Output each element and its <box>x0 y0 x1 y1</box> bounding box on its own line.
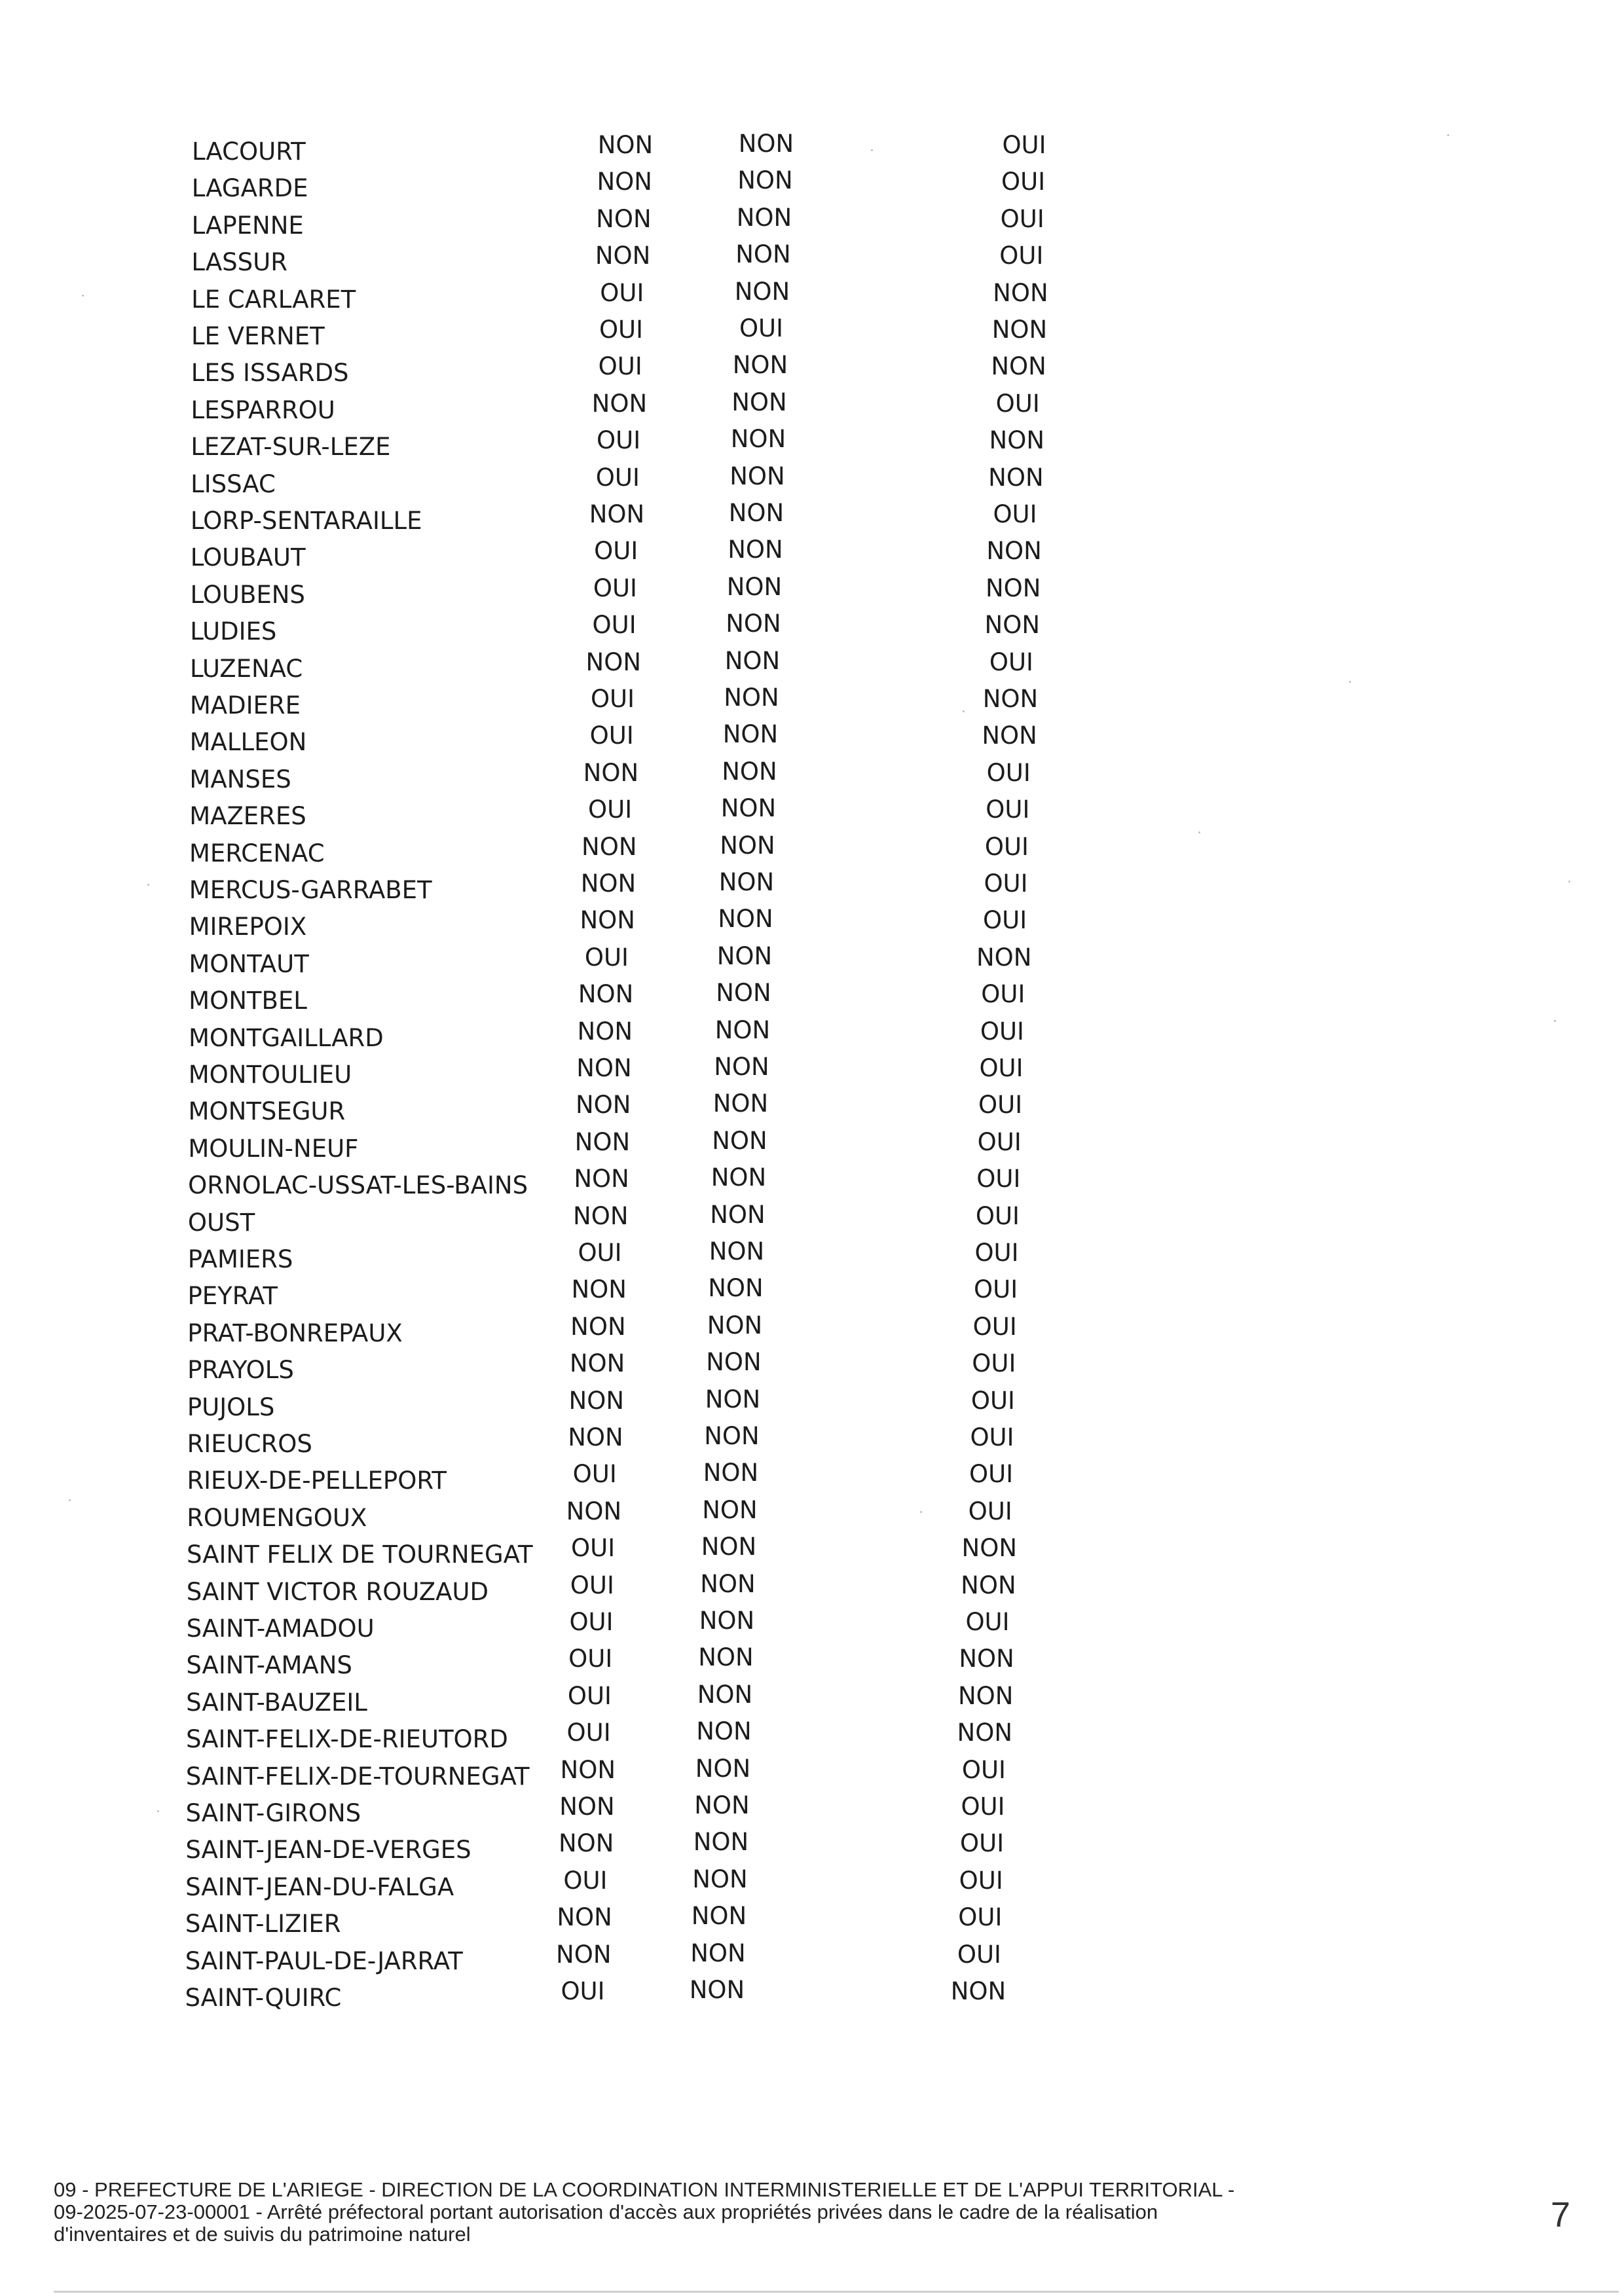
commune-name: SAINT-FELIX-DE-RIEUTORD <box>185 1725 508 1754</box>
commune-name: MONTAUT <box>189 949 309 978</box>
commune-name: MONTOULIEU <box>188 1061 352 1089</box>
value-column-2: NON <box>730 425 786 454</box>
value-column-1: NON <box>573 1201 629 1230</box>
value-column-3: OUI <box>983 906 1027 935</box>
commune-name: PAMIERS <box>187 1245 293 1273</box>
value-column-3: OUI <box>984 869 1028 898</box>
value-column-1: OUI <box>561 1977 605 2005</box>
value-column-2: NON <box>738 130 794 158</box>
value-column-1: NON <box>578 980 634 1009</box>
commune-name: MONTBEL <box>189 987 307 1015</box>
commune-name: LE VERNET <box>191 322 325 350</box>
value-column-1: OUI <box>600 278 644 307</box>
value-column-3: NON <box>985 574 1041 602</box>
commune-name: MIREPOIX <box>189 913 307 941</box>
value-column-3: OUI <box>976 1165 1021 1194</box>
value-column-2: NON <box>728 499 784 527</box>
commune-name: PEYRAT <box>187 1282 278 1311</box>
value-column-3: OUI <box>974 1275 1018 1304</box>
value-column-1: NON <box>576 1054 632 1082</box>
commune-name: LEZAT-SUR-LEZE <box>191 433 391 462</box>
commune-name: PUJOLS <box>187 1393 275 1421</box>
value-column-3: NON <box>991 352 1046 381</box>
value-column-1: NON <box>596 204 652 233</box>
value-column-2: NON <box>692 1865 748 1893</box>
value-column-3: OUI <box>970 1423 1014 1451</box>
value-column-2: NON <box>731 388 787 416</box>
scan-speck <box>147 884 149 886</box>
value-column-1: NON <box>589 500 645 528</box>
value-column-2: NON <box>689 1976 745 2004</box>
value-column-2: NON <box>722 720 779 749</box>
value-column-2: NON <box>718 905 773 934</box>
value-column-3: OUI <box>995 389 1040 418</box>
value-column-3: NON <box>982 685 1039 713</box>
table-row <box>0 980 1624 1017</box>
value-column-3: NON <box>993 278 1048 307</box>
value-column-1: NON <box>559 1793 615 1821</box>
commune-name: SAINT-FELIX-DE-TOURNEGAT <box>185 1762 530 1791</box>
value-column-3: OUI <box>978 1091 1023 1120</box>
value-column-2: NON <box>694 1791 750 1819</box>
value-column-1: OUI <box>567 1681 612 1710</box>
commune-name: OUST <box>187 1208 255 1237</box>
value-column-3: OUI <box>961 1793 1005 1821</box>
value-column-3: OUI <box>974 1239 1019 1267</box>
commune-name: MONTGAILLARD <box>188 1023 384 1052</box>
commune-name: LAPENNE <box>191 211 304 240</box>
value-column-2: NON <box>710 1163 767 1192</box>
value-column-2: NON <box>706 1348 762 1377</box>
commune-name: SAINT-PAUL-DE-JARRAT <box>185 1946 463 1975</box>
commune-name: RIEUCROS <box>187 1430 312 1458</box>
value-column-2: NON <box>718 868 775 896</box>
value-column-3: OUI <box>975 1201 1020 1230</box>
commune-name: SAINT-QUIRC <box>185 1984 342 2012</box>
value-column-2: NON <box>700 1569 756 1598</box>
value-column-1: OUI <box>595 463 640 492</box>
value-column-3: OUI <box>958 1903 1003 1932</box>
value-column-1: OUI <box>572 1460 617 1489</box>
value-column-1: NON <box>591 389 648 418</box>
value-column-1: NON <box>597 131 654 159</box>
value-column-3: OUI <box>972 1312 1017 1341</box>
commune-name: MONTSEGUR <box>188 1097 346 1126</box>
commune-name: ROUMENGOUX <box>187 1503 367 1532</box>
value-column-1: NON <box>580 869 637 898</box>
table-row <box>0 1017 1624 1054</box>
value-column-1: NON <box>597 168 652 196</box>
value-column-1: NON <box>595 242 651 270</box>
commune-name: LASSUR <box>191 248 287 277</box>
table-row <box>0 1829 1624 1866</box>
value-column-1: OUI <box>588 795 633 824</box>
value-column-3: OUI <box>970 1386 1015 1415</box>
commune-name: LUZENAC <box>190 654 303 683</box>
table-row <box>0 943 1624 980</box>
value-column-1: NON <box>574 1127 631 1156</box>
commune-name: MERCENAC <box>189 839 325 867</box>
value-column-3: OUI <box>961 1755 1006 1784</box>
value-column-3: NON <box>988 463 1044 492</box>
table-row <box>0 1941 1624 1977</box>
table-row <box>0 906 1624 943</box>
value-column-1: NON <box>557 1903 612 1932</box>
value-column-1: NON <box>580 906 635 935</box>
value-column-3: OUI <box>993 500 1037 528</box>
commune-name: RIEUX-DE-PELLEPORT <box>187 1467 447 1495</box>
scan-speck <box>69 1499 71 1501</box>
value-column-2: NON <box>709 1237 765 1266</box>
table-row <box>0 1682 1624 1719</box>
value-column-3: NON <box>982 721 1037 750</box>
value-column-2: NON <box>736 203 792 232</box>
value-column-2: NON <box>693 1828 749 1857</box>
scan-speck <box>920 1511 922 1513</box>
table-row <box>0 1645 1624 1681</box>
value-column-2: NON <box>712 1089 769 1118</box>
value-column-1: OUI <box>568 1645 613 1673</box>
commune-name: LISSAC <box>191 469 276 498</box>
value-column-3: NON <box>976 943 1032 972</box>
value-column-2: NON <box>708 1274 764 1303</box>
commune-name: SAINT-AMANS <box>186 1651 352 1680</box>
table-row <box>0 1460 1624 1497</box>
value-column-2: NON <box>698 1643 754 1672</box>
value-column-3: OUI <box>986 795 1030 824</box>
commune-name: LACOURT <box>192 137 306 166</box>
bottom-rule <box>54 2291 1619 2293</box>
document-footer <box>54 2178 1403 2246</box>
value-column-2: NON <box>691 1902 747 1931</box>
value-column-2: NON <box>714 1053 769 1081</box>
value-column-2: NON <box>737 166 793 195</box>
value-column-2: NON <box>724 646 781 675</box>
value-column-3: OUI <box>980 1017 1024 1046</box>
value-column-1: OUI <box>569 1608 614 1636</box>
commune-name: SAINT-AMADOU <box>186 1614 375 1643</box>
scan-speck <box>871 149 873 151</box>
value-column-1: OUI <box>571 1534 616 1563</box>
value-column-3: NON <box>957 1681 1014 1710</box>
value-column-2: NON <box>707 1311 763 1339</box>
commune-name: SAINT-LIZIER <box>185 1910 341 1939</box>
table-row <box>0 1903 1624 1940</box>
commune-name: LORP-SENTARAILLE <box>190 507 422 535</box>
value-column-1: OUI <box>598 352 642 381</box>
value-column-3: NON <box>986 537 1042 566</box>
value-column-2: NON <box>720 794 777 823</box>
value-column-2: NON <box>696 1717 752 1746</box>
table-row <box>0 833 1624 869</box>
value-column-2: NON <box>699 1607 755 1635</box>
table-row <box>0 1091 1624 1127</box>
value-column-1: NON <box>558 1829 614 1858</box>
commune-name: MANSES <box>189 765 291 793</box>
value-column-2: NON <box>729 462 785 490</box>
value-column-1: OUI <box>570 1571 614 1599</box>
value-column-1: OUI <box>590 685 635 713</box>
scan-speck <box>82 295 84 297</box>
value-column-1: NON <box>581 832 637 861</box>
value-column-3: OUI <box>1001 168 1046 196</box>
table-row <box>0 1387 1624 1423</box>
commune-name: SAINT FELIX DE TOURNEGAT <box>187 1540 533 1569</box>
footer-line-2: 09-2025-07-23-00001 - Arrêté préfectoral portant autorisation d'accès aux propriétés privées dans le cadre de la réalisation <box>54 2200 1158 2223</box>
value-column-1: OUI <box>563 1866 608 1895</box>
value-column-3: OUI <box>1002 131 1046 159</box>
value-column-2: NON <box>726 610 781 638</box>
value-column-1: OUI <box>578 1239 622 1267</box>
value-column-1: NON <box>560 1755 616 1784</box>
table-row <box>0 1202 1624 1239</box>
commune-name: LES ISSARDS <box>191 359 349 388</box>
table-row <box>0 1793 1624 1829</box>
value-column-3: NON <box>957 1719 1013 1747</box>
value-column-2: NON <box>710 1200 766 1229</box>
value-column-1: NON <box>568 1386 625 1415</box>
value-column-2: NON <box>704 1422 760 1450</box>
footer-line-3: d'inventaires et de suivis du patrimoine naturel <box>54 2223 471 2246</box>
value-column-2: NON <box>728 536 783 564</box>
commune-name: SAINT VICTOR ROUZAUD <box>186 1577 489 1606</box>
value-column-1: OUI <box>599 316 644 344</box>
value-column-3: NON <box>961 1571 1016 1599</box>
value-column-3: OUI <box>968 1497 1012 1525</box>
table-row <box>0 1313 1624 1349</box>
value-column-1: OUI <box>593 574 637 602</box>
value-column-2: NON <box>720 831 775 860</box>
value-column-3: OUI <box>969 1460 1014 1489</box>
value-column-1: NON <box>566 1497 622 1525</box>
value-column-3: OUI <box>981 980 1025 1009</box>
value-column-2: NON <box>735 240 791 269</box>
commune-name: ORNOLAC-USSAT-LES-BAINS <box>188 1171 528 1200</box>
value-column-1: OUI <box>597 426 641 455</box>
value-column-3: OUI <box>1000 204 1044 233</box>
scan-speck <box>157 1810 159 1812</box>
value-column-3: NON <box>950 1977 1006 2005</box>
value-column-3: NON <box>989 426 1045 455</box>
commune-name: LAGARDE <box>191 174 308 203</box>
commune-name: LUDIES <box>190 617 277 646</box>
value-column-3: OUI <box>957 1940 1001 1969</box>
table-row <box>0 1756 1624 1793</box>
value-column-2: NON <box>724 683 779 712</box>
value-column-2: NON <box>703 1459 759 1487</box>
value-column-3: OUI <box>989 647 1033 676</box>
value-column-1: NON <box>570 1312 626 1341</box>
scan-speck <box>1447 134 1449 136</box>
commune-name: SAINT-GIRONS <box>185 1799 361 1827</box>
table-row <box>0 869 1624 906</box>
scan-speck <box>1198 831 1200 833</box>
scan-speck <box>1349 681 1351 683</box>
value-column-3: OUI <box>977 1127 1022 1156</box>
value-column-2: NON <box>705 1385 761 1413</box>
footer-line-1: 09 - PREFECTURE DE L'ARIEGE - DIRECTION DE LA COORDINATION INTERMINISTERIELLE ET DE L'APPUI TERRITORIAL - <box>54 2178 1235 2201</box>
commune-name: MOULIN-NEUF <box>188 1134 359 1163</box>
value-column-1: OUI <box>589 721 634 750</box>
value-column-2: NON <box>716 941 773 970</box>
commune-name: LESPARROU <box>191 395 335 424</box>
value-column-1: OUI <box>584 943 629 972</box>
value-column-3: OUI <box>986 758 1031 787</box>
table-row <box>0 1275 1624 1312</box>
value-column-1: NON <box>571 1275 627 1304</box>
table-row <box>0 1239 1624 1275</box>
value-column-2: NON <box>695 1754 751 1783</box>
commune-name: PRAT-BONREPAUX <box>187 1319 403 1347</box>
value-column-3: OUI <box>972 1349 1016 1378</box>
value-column-1: NON <box>574 1165 629 1194</box>
value-column-2: NON <box>734 277 790 306</box>
table-row <box>0 1423 1624 1460</box>
scan-speck <box>963 710 965 712</box>
value-column-3: OUI <box>984 832 1029 861</box>
value-column-3: OUI <box>960 1829 1005 1858</box>
value-column-1: NON <box>585 647 642 676</box>
value-column-3: NON <box>991 316 1048 344</box>
table-row <box>0 1497 1624 1534</box>
value-column-1: NON <box>568 1423 623 1451</box>
commune-name: MERCUS-GARRABET <box>189 876 432 904</box>
value-column-3: OUI <box>999 242 1044 270</box>
table-row <box>0 1608 1624 1645</box>
value-column-3: NON <box>961 1534 1018 1563</box>
commune-name: MALLEON <box>189 728 307 757</box>
commune-name: MAZERES <box>189 802 306 831</box>
table-row <box>0 1349 1624 1386</box>
table-row <box>0 1867 1624 1903</box>
table-row <box>0 1977 1624 2014</box>
value-column-1: NON <box>569 1349 625 1378</box>
value-column-3: OUI <box>965 1608 1010 1636</box>
value-column-1: OUI <box>592 611 637 640</box>
commune-name: SAINT-BAUZEIL <box>186 1688 367 1717</box>
page-number: 7 <box>1551 2195 1571 2234</box>
scan-speck <box>1554 1020 1556 1022</box>
table-row <box>0 1571 1624 1608</box>
value-column-1: NON <box>556 1940 612 1969</box>
commune-name: SAINT-JEAN-DE-VERGES <box>185 1836 471 1865</box>
value-column-2: NON <box>722 757 777 786</box>
table-row <box>0 1719 1624 1755</box>
value-column-2: NON <box>714 1015 771 1044</box>
commune-name: SAINT-JEAN-DU-FALGA <box>185 1872 454 1901</box>
commune-name: PRAYOLS <box>187 1356 294 1385</box>
table-row <box>0 1534 1624 1571</box>
value-column-3: NON <box>984 611 1041 640</box>
value-column-2: NON <box>726 572 783 601</box>
table-row <box>0 1054 1624 1091</box>
value-column-1: NON <box>575 1091 631 1120</box>
value-column-2: NON <box>701 1533 757 1561</box>
value-column-1: OUI <box>594 537 638 566</box>
value-column-2: NON <box>697 1680 753 1709</box>
commune-name: LE CARLARET <box>191 285 356 314</box>
commune-name: LOUBENS <box>190 580 305 609</box>
table-row <box>0 1165 1624 1201</box>
value-column-2: NON <box>716 979 771 1008</box>
value-column-2: NON <box>702 1495 758 1524</box>
commune-name: MADIERE <box>189 691 301 720</box>
commune-name: LOUBAUT <box>190 543 306 572</box>
value-column-3: NON <box>959 1645 1014 1673</box>
scan-speck <box>1568 881 1570 883</box>
value-column-1: NON <box>583 758 639 787</box>
value-column-2: NON <box>732 351 788 380</box>
value-column-2: OUI <box>739 314 784 342</box>
value-column-2: NON <box>712 1126 767 1155</box>
table-row <box>0 1128 1624 1165</box>
value-column-3: OUI <box>959 1866 1003 1895</box>
value-column-1: OUI <box>566 1719 611 1747</box>
value-column-2: NON <box>690 1939 746 1967</box>
value-column-3: OUI <box>979 1054 1024 1082</box>
value-column-1: NON <box>577 1017 633 1046</box>
